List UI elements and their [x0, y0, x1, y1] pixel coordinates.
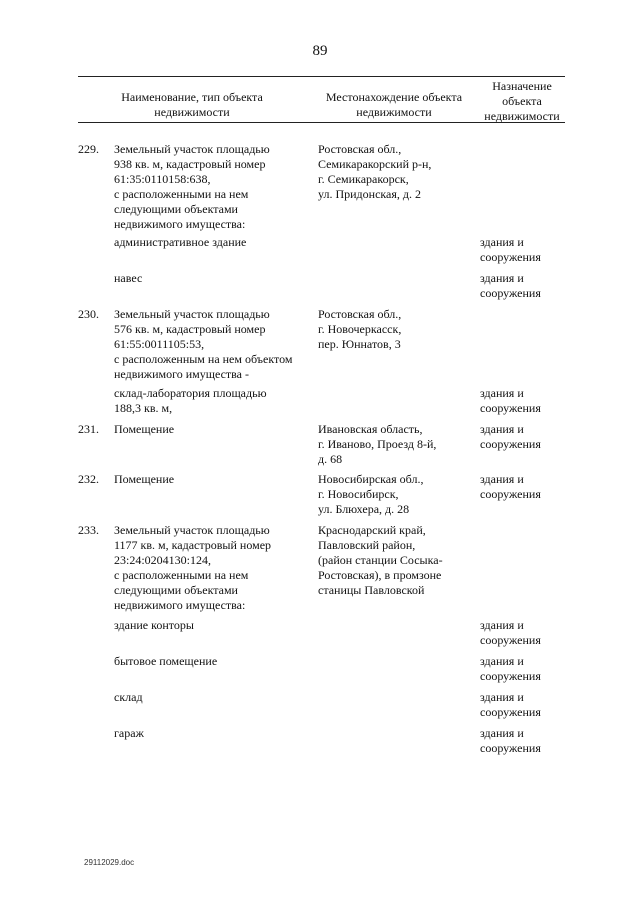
object-name: административное здание: [114, 235, 247, 249]
page-number: 89: [312, 43, 328, 59]
object-name: Земельный участок площадью 938 кв. м, кадастровый номер 61:35:0110158:638, с расположенными на нем следующими объектами недвижимого имущества:: [114, 142, 270, 231]
object-name: Помещение: [114, 422, 175, 436]
object-purpose: здания и сооружения: [480, 422, 541, 451]
row-number: 229.: [78, 142, 99, 156]
object-name: склад: [114, 690, 143, 704]
object-purpose: здания и сооружения: [480, 618, 541, 647]
object-name: Помещение: [114, 472, 175, 486]
object-name: Земельный участок площадью 576 кв. м, кадастровый номер 61:55:0011105:53, с расположенным на нем объектом недвижимого имущества -: [114, 307, 293, 381]
object-location: Ивановская область, г. Иваново, Проезд 8-й, д. 68: [318, 422, 437, 466]
object-location: Ростовская обл., г. Новочеркасск, пер. Юннатов, 3: [318, 307, 402, 351]
row-number: 233.: [78, 523, 99, 537]
object-name: здание конторы: [114, 618, 194, 632]
row-number: 232.: [78, 472, 99, 486]
object-purpose: здания и сооружения: [480, 472, 541, 501]
object-purpose: здания и сооружения: [480, 386, 541, 415]
object-name: бытовое помещение: [114, 654, 218, 668]
object-name: Земельный участок площадью 1177 кв. м, кадастровый номер 23:24:0204130:124, с расположенными на нем следующими объектами недвижимого имущества:: [114, 523, 272, 612]
object-purpose: здания и сооружения: [480, 690, 541, 719]
header-purpose-column: Назначение объекта недвижимости: [484, 79, 560, 123]
object-location: Ростовская обл., Семикаракорский р-н, г. Семикаракорск, ул. Придонская, д. 2: [318, 142, 432, 201]
object-location: Краснодарский край, Павловский район, (район станции Сосыка- Ростовская), в промзоне станицы Павловской: [318, 523, 443, 597]
object-purpose: здания и сооружения: [480, 726, 541, 755]
document-filename: 29112029.doc: [84, 858, 135, 867]
header-location-column: Местонахождение объекта недвижимости: [325, 90, 463, 119]
table-top-rule: [78, 76, 565, 77]
object-purpose: здания и сооружения: [480, 271, 541, 300]
row-number: 231.: [78, 422, 99, 436]
object-location: Новосибирская обл., г. Новосибирск, ул. Блюхера, д. 28: [318, 472, 424, 516]
object-purpose: здания и сооружения: [480, 654, 541, 683]
header-name-column: Наименование, тип объекта недвижимости: [121, 90, 263, 119]
table-header-rule: [78, 122, 565, 123]
object-name: гараж: [114, 726, 144, 740]
row-number: 230.: [78, 307, 99, 321]
object-purpose: здания и сооружения: [480, 235, 541, 264]
object-name: навес: [114, 271, 143, 285]
object-name: склад-лаборатория площадью 188,3 кв. м,: [114, 386, 267, 415]
